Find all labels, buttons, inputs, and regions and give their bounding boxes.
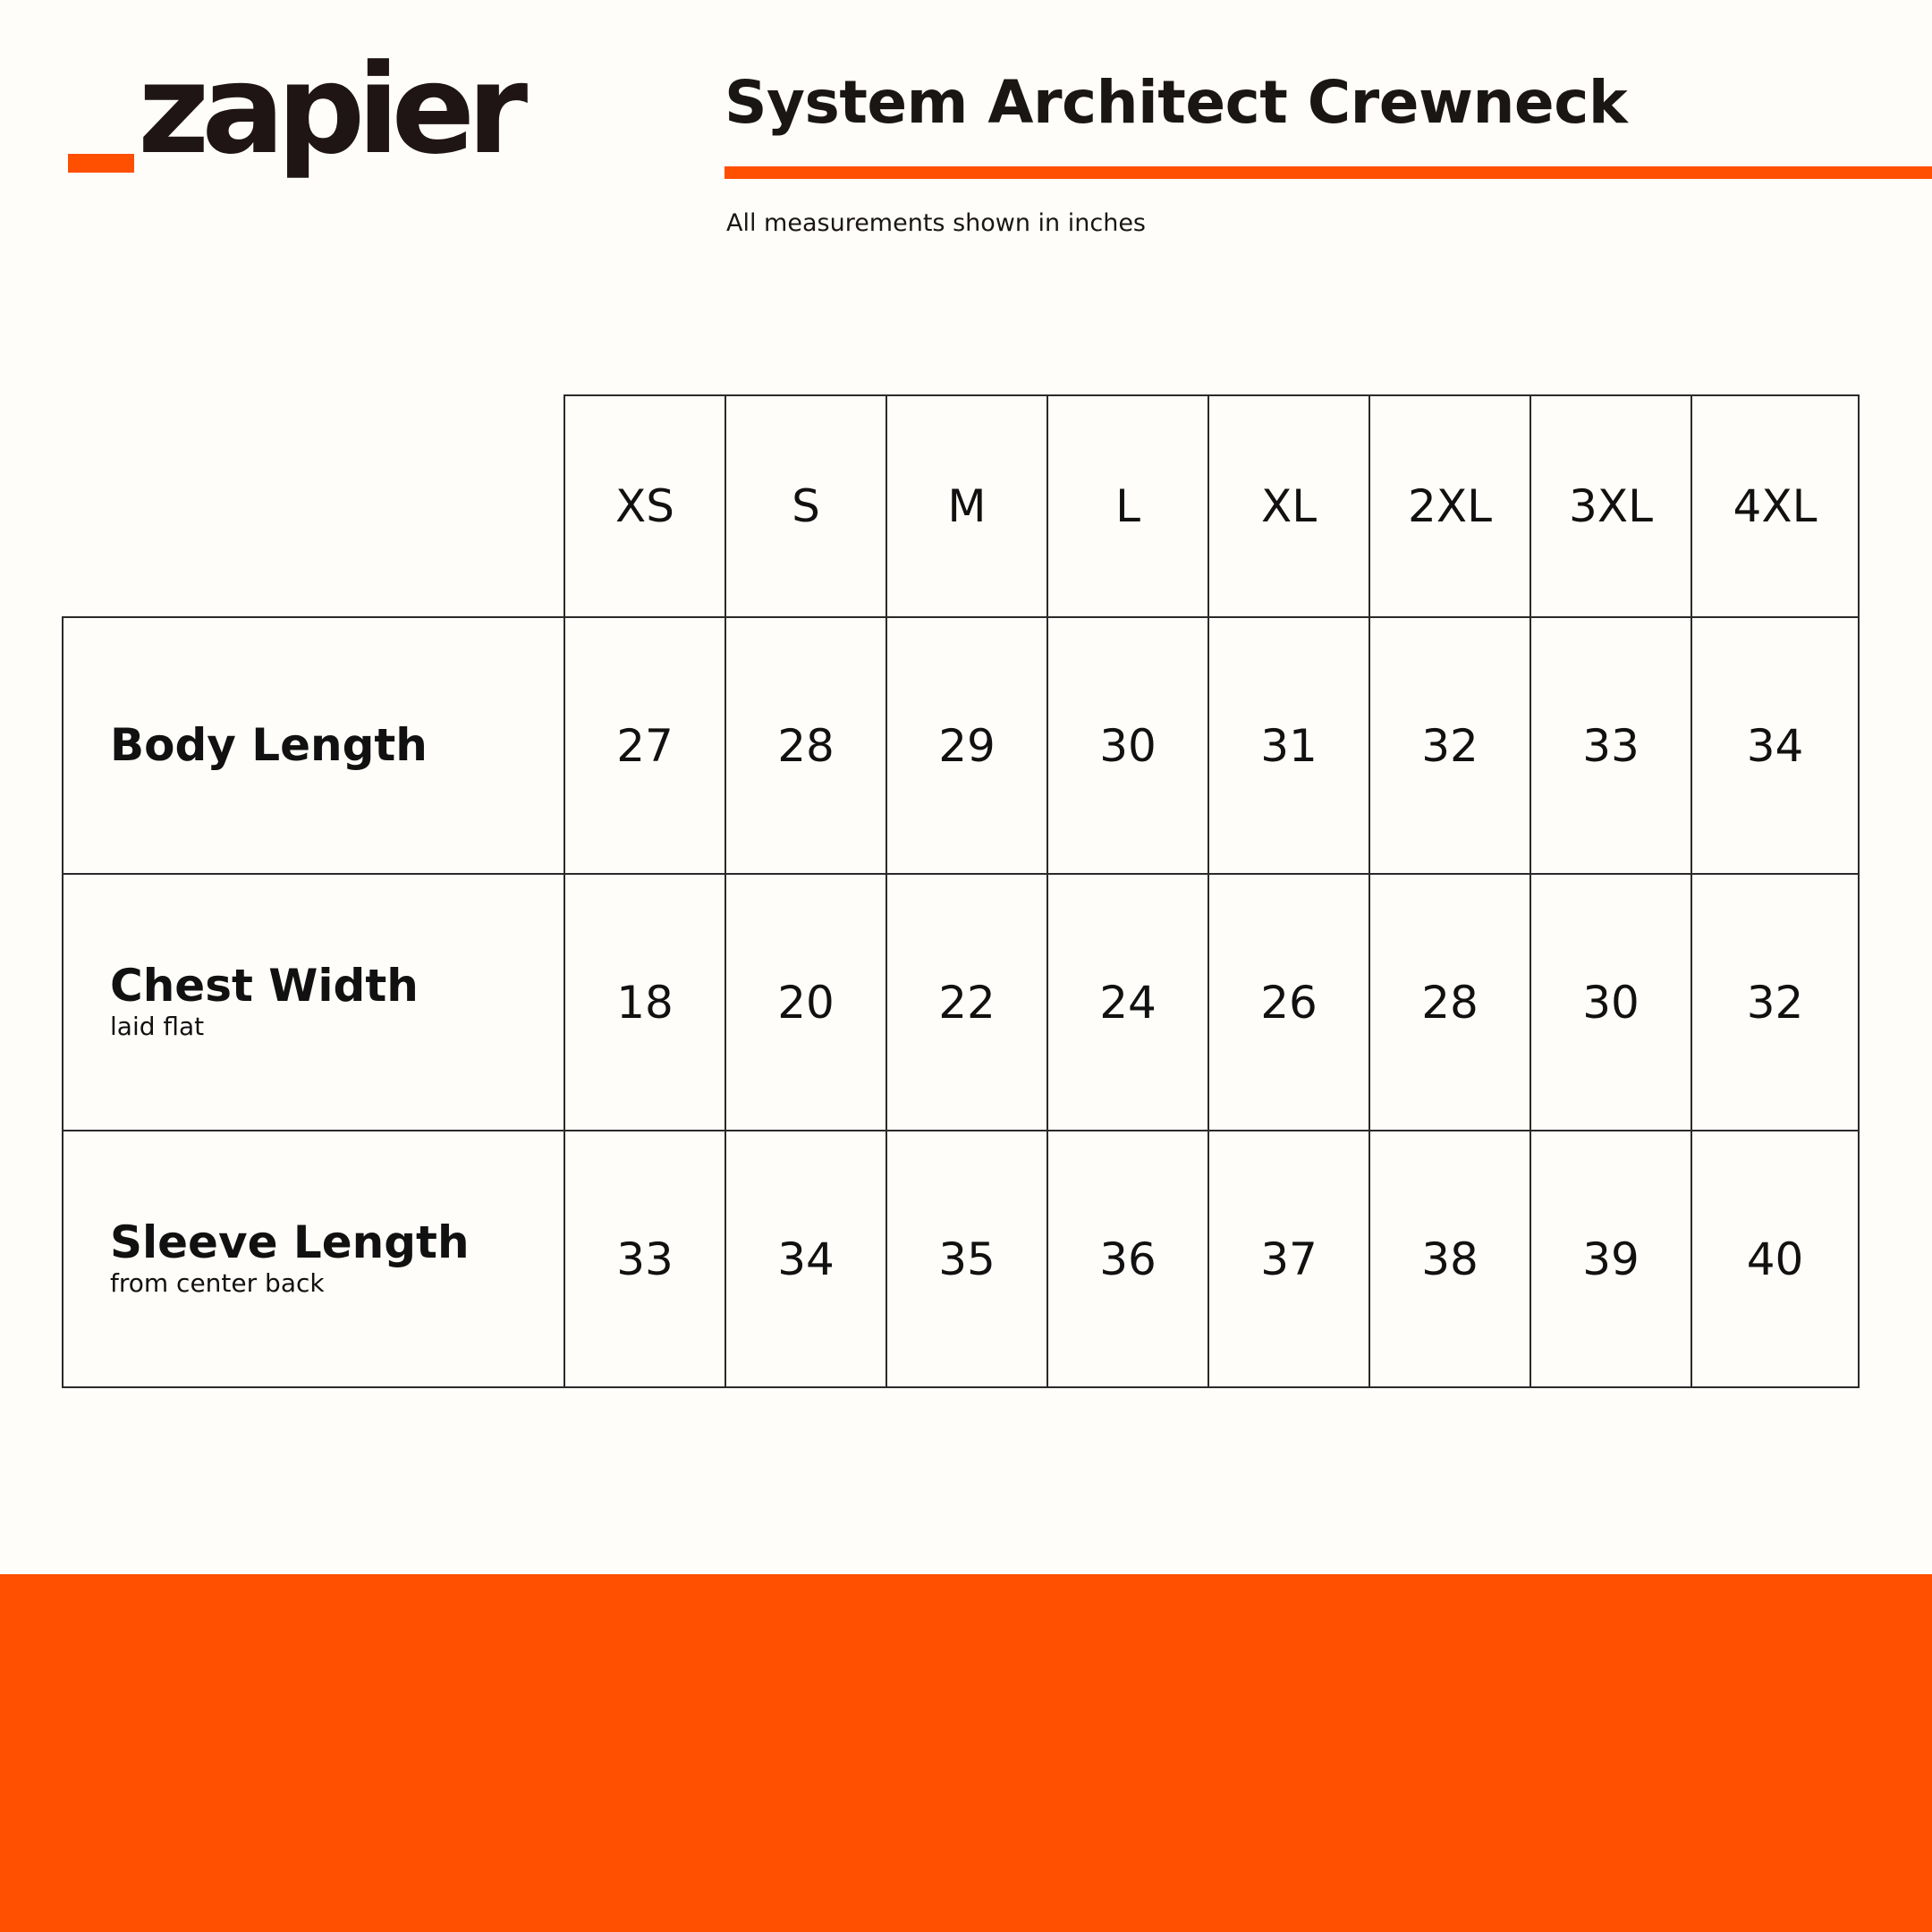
measurement-cell: 28 [725, 617, 886, 874]
measurement-cell: 24 [1047, 874, 1208, 1131]
measurement-cell: 30 [1047, 617, 1208, 874]
row-label: Chest Width [110, 960, 419, 1013]
row-sublabel: laid flat [110, 1011, 205, 1041]
measurement-cell: 33 [1530, 617, 1691, 874]
size-header-l: L [1047, 395, 1208, 617]
row-label: Sleeve Length [110, 1216, 470, 1269]
product-title: System Architect Crewneck [724, 68, 1628, 137]
logo-underscore-mark [68, 154, 134, 173]
size-header-row [63, 395, 1859, 617]
table-row-chest-width [63, 874, 1859, 1131]
measurement-cell: 36 [1047, 1131, 1208, 1387]
table-row-sleeve-length [63, 1131, 1859, 1387]
measurement-cell: 28 [1369, 874, 1530, 1131]
measurement-cell: 38 [1369, 1131, 1530, 1387]
measurement-cell: 32 [1369, 617, 1530, 874]
measurement-cell: 22 [886, 874, 1047, 1131]
measurement-cell: 31 [1208, 617, 1369, 874]
measurement-cell: 39 [1530, 1131, 1691, 1387]
row-label-cell [63, 1131, 564, 1387]
size-header-4xl: 4XL [1691, 395, 1859, 617]
row-sublabel: from center back [110, 1267, 325, 1298]
logo-wordmark: zapier [138, 38, 521, 182]
footer-orange-band [0, 1574, 1932, 1932]
measurement-cell: 34 [725, 1131, 886, 1387]
size-header-xs: XS [564, 395, 725, 617]
measurement-cell: 34 [1691, 617, 1859, 874]
measurement-cell: 18 [564, 874, 725, 1131]
size-header-2xl: 2XL [1369, 395, 1530, 617]
size-chart-table [62, 394, 1860, 1388]
measurement-cell: 27 [564, 617, 725, 874]
measurement-cell: 37 [1208, 1131, 1369, 1387]
size-header-xl: XL [1208, 395, 1369, 617]
zapier-logo [68, 38, 533, 197]
measurement-cell: 40 [1691, 1131, 1859, 1387]
row-label-cell [63, 874, 564, 1131]
measurement-cell: 30 [1530, 874, 1691, 1131]
measurement-cell: 20 [725, 874, 886, 1131]
size-header-m: M [886, 395, 1047, 617]
measurement-cell: 29 [886, 617, 1047, 874]
measurement-cell: 35 [886, 1131, 1047, 1387]
title-underline [724, 166, 1932, 179]
measurement-note: All measurements shown in inches [726, 209, 1146, 237]
measurement-cell: 33 [564, 1131, 725, 1387]
measurement-cell: 26 [1208, 874, 1369, 1131]
table-corner [63, 395, 564, 617]
row-label-cell [63, 617, 564, 874]
size-header-3xl: 3XL [1530, 395, 1691, 617]
table-row-body-length [63, 617, 1859, 874]
row-label: Body Length [110, 719, 428, 772]
measurement-cell: 32 [1691, 874, 1859, 1131]
size-header-s: S [725, 395, 886, 617]
